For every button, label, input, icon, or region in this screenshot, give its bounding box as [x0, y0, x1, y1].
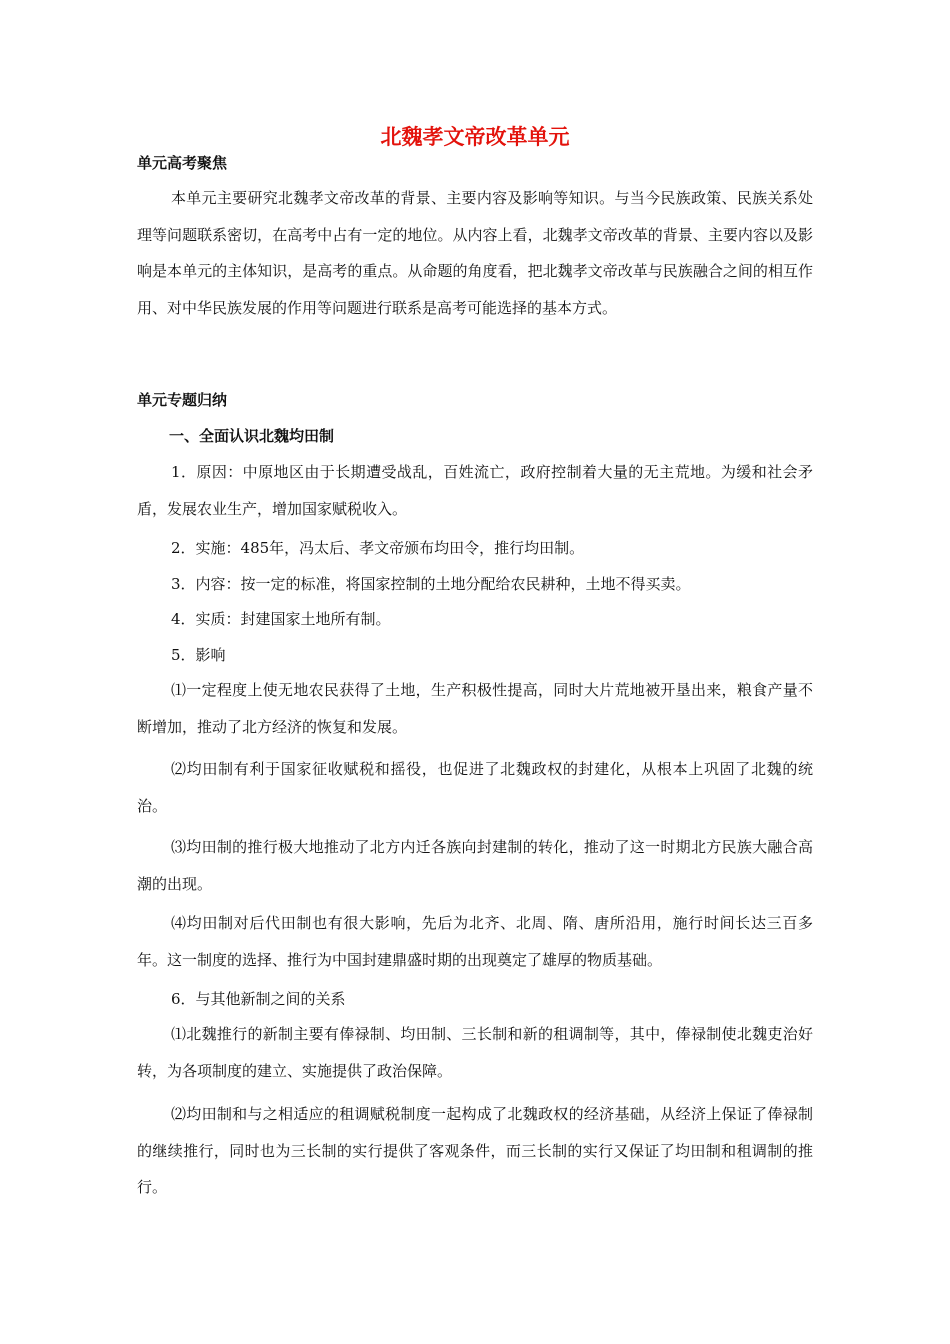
influence-point-3: ⑶均田制的推行极大地推动了北方内迁各族向封建制的转化，推动了这一时期北方民族大融合高潮的出现。 [137, 838, 813, 893]
section-heading-focus: 单元高考聚焦 [137, 154, 228, 172]
influence-point-4: ⑷均田制对后代田制也有很大影响，先后为北齐、北周、隋、唐所沿用，施行时间长达三百多年。这一制度的选择、推行为中国封建鼎盛时期的出现奠定了雄厚的物质基础。 [137, 914, 813, 969]
item-essence: 4．实质：封建国家土地所有制。 [171, 610, 391, 628]
influence-point-2: ⑵均田制有利于国家征收赋税和摇役，也促进了北魏政权的封建化，从根本上巩固了北魏的统治。 [137, 760, 813, 815]
relations-point-2: ⑵均田制和与之相适应的租调赋税制度一起构成了北魏政权的经济基础，从经济上保证了俸禄制的继续推行，同时也为三长制的实行提供了客观条件，而三长制的实行又保证了均田制和租调制的推行。 [137, 1105, 813, 1196]
focus-paragraph: 本单元主要研究北魏孝文帝改革的背景、主要内容及影响等知识。与当今民族政策、民族关系处理等问题联系密切，在高考中占有一定的地位。从内容上看，北魏孝文帝改革的背景、主要内容以及影响是本单元的主体知识，是高考的重点。从命题的角度看，把北魏孝文帝改革与民族融合之间的相互作用、对中华民族发展的作用等问题进行联系是高考可能选择的基本方式。 [137, 189, 813, 317]
item-implementation: 2．实施：485年，冯太后、孝文帝颁布均田令，推行均田制。 [171, 539, 585, 557]
influence-point-1: ⑴一定程度上使无地农民获得了土地，生产积极性提高，同时大片荒地被开垦出来，粮食产量不断增加，推动了北方经济的恢复和发展。 [137, 681, 813, 736]
item-relations-heading: 6．与其他新制之间的关系 [171, 990, 346, 1008]
document-title: 北魏孝文帝改革单元 [380, 125, 570, 149]
topic-heading-equal-field: 一、全面认识北魏均田制 [169, 427, 335, 445]
relations-point-1: ⑴北魏推行的新制主要有俸禄制、均田制、三长制和新的租调制等，其中，俸禄制使北魏吏治好转，为各项制度的建立、实施提供了政治保障。 [137, 1025, 813, 1080]
item-cause: 1．原因：中原地区由于长期遭受战乱，百姓流亡，政府控制着大量的无主荒地。为缓和社会矛盾，发展农业生产，增加国家赋税收入。 [137, 463, 813, 518]
item-influence-heading: 5．影响 [171, 646, 226, 664]
item-content: 3．内容：按一定的标准，将国家控制的土地分配给农民耕种，土地不得买卖。 [171, 575, 691, 593]
section-heading-summary: 单元专题归纳 [137, 391, 228, 409]
